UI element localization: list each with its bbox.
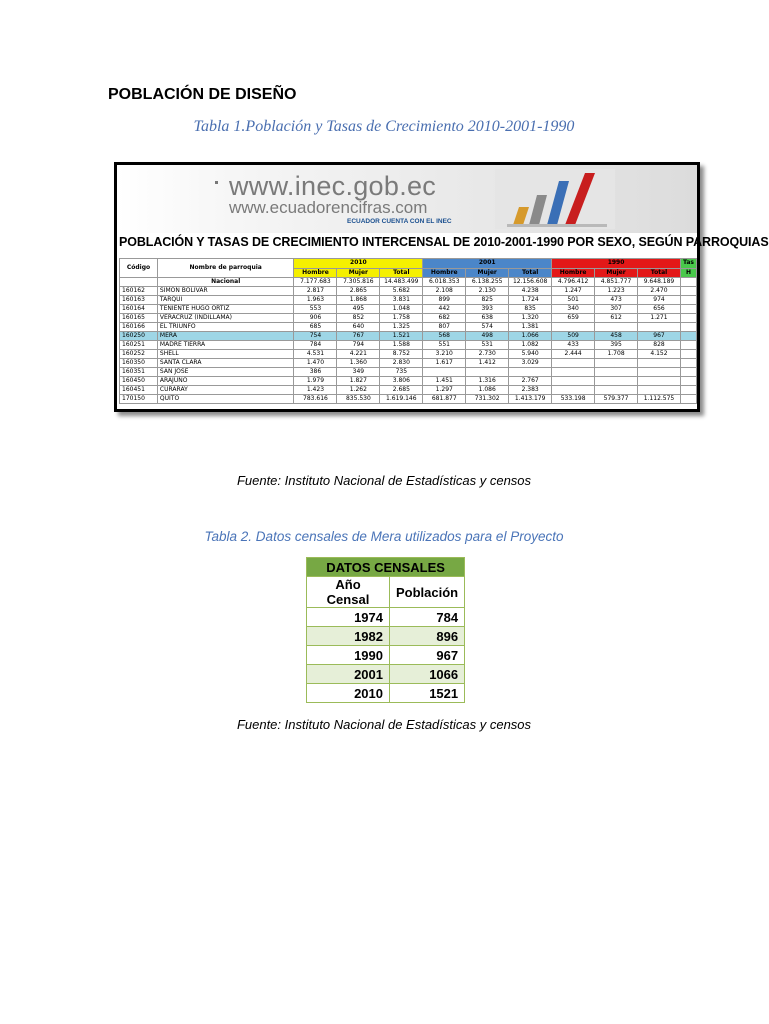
header-nombre: Nombre de parroquia — [157, 259, 294, 278]
cell: 386 — [294, 368, 337, 377]
cell: 1.223 — [595, 287, 638, 296]
census-row — [120, 350, 697, 359]
cell: 1.082 — [509, 341, 552, 350]
cell: 442 — [423, 305, 466, 314]
cell — [680, 350, 696, 359]
header-mujer: Mujer — [595, 268, 638, 278]
cell — [120, 278, 158, 287]
cell — [595, 359, 638, 368]
cell — [466, 368, 509, 377]
census-population: 967 — [390, 646, 465, 665]
header-year-1990: 1990 — [552, 259, 681, 269]
cell: 825 — [466, 296, 509, 305]
cell: 656 — [638, 305, 681, 314]
cell: 1.316 — [466, 377, 509, 386]
cell: 1.262 — [337, 386, 380, 395]
header-mujer: Mujer — [337, 268, 380, 278]
census-screenshot — [114, 162, 769, 412]
cell — [680, 314, 696, 323]
cell — [680, 296, 696, 305]
cell — [552, 323, 595, 332]
cell: 395 — [595, 341, 638, 350]
header-hombre: Hombre — [552, 268, 595, 278]
cell: 783.616 — [294, 395, 337, 404]
cell — [638, 368, 681, 377]
cell — [680, 287, 696, 296]
cell: 2.865 — [337, 287, 380, 296]
cell: 1.381 — [509, 323, 552, 332]
banner-dot — [215, 181, 218, 184]
cell — [638, 377, 681, 386]
census-row — [120, 332, 697, 341]
parish-code: 160165 — [120, 314, 158, 323]
cell: 509 — [552, 332, 595, 341]
banner-tagline: ECUADOR CUENTA CON EL INEC — [347, 218, 452, 225]
header-total: Total — [380, 268, 423, 278]
cell: 501 — [552, 296, 595, 305]
cell: 967 — [638, 332, 681, 341]
parish-name: TENIENTE HUGO ORTIZ — [157, 305, 294, 314]
cell: 495 — [337, 305, 380, 314]
cell: 640 — [337, 323, 380, 332]
cell: 1.360 — [337, 359, 380, 368]
census-year: 1974 — [307, 608, 390, 627]
datos-censales-title-row — [307, 558, 465, 577]
parish-code: 160350 — [120, 359, 158, 368]
cell: 899 — [423, 296, 466, 305]
datos-censales-rows — [307, 608, 465, 703]
cell: 835 — [509, 305, 552, 314]
cell — [680, 386, 696, 395]
cell — [638, 386, 681, 395]
cell: 754 — [294, 332, 337, 341]
table2-caption: Tabla 2. Datos censales de Mera utilizados para el Proyecto — [204, 529, 564, 544]
cell: 2.830 — [380, 359, 423, 368]
cell: 659 — [552, 314, 595, 323]
bar-chart-logo-icon — [495, 169, 615, 229]
parish-code: 160451 — [120, 386, 158, 395]
parish-code: 170150 — [120, 395, 158, 404]
banner-url-ecuadorencifras: www.ecuadorencifras.com — [229, 198, 428, 217]
cell: 3.806 — [380, 377, 423, 386]
source-note-2: Fuente: Instituto Nacional de Estadísticas y censos — [236, 717, 532, 732]
parish-name: MADRE TIERRA — [157, 341, 294, 350]
cell: 731.302 — [466, 395, 509, 404]
cell: 6.018.353 — [423, 278, 466, 287]
census-header-years — [120, 259, 697, 269]
table1-caption: Tabla 1.Población y Tasas de Crecimiento 2010-2001-1990 — [193, 118, 575, 135]
parish-code: 160251 — [120, 341, 158, 350]
parish-code: 160252 — [120, 350, 158, 359]
header-total: Total — [509, 268, 552, 278]
cell: 1.247 — [552, 287, 595, 296]
cell: 685 — [294, 323, 337, 332]
cell: 1.066 — [509, 332, 552, 341]
cell: 1.708 — [595, 350, 638, 359]
cell: 4.238 — [509, 287, 552, 296]
cell: 473 — [595, 296, 638, 305]
cell: 1.451 — [423, 377, 466, 386]
cell: 531 — [466, 341, 509, 350]
datos-censales-header-row — [307, 577, 465, 608]
parish-code: 160164 — [120, 305, 158, 314]
cell: 5.682 — [380, 287, 423, 296]
cell: 1.470 — [294, 359, 337, 368]
cell: 1.619.146 — [380, 395, 423, 404]
cell: 9.648.189 — [638, 278, 681, 287]
census-table — [119, 258, 697, 404]
cell: 2.383 — [509, 386, 552, 395]
census-row — [120, 368, 697, 377]
cell — [552, 359, 595, 368]
cell — [680, 278, 696, 287]
census-row — [120, 395, 697, 404]
header-total: Total — [638, 268, 681, 278]
cell: 433 — [552, 341, 595, 350]
header-tasa: Tas — [680, 259, 696, 269]
cell — [638, 359, 681, 368]
cell: 1.979 — [294, 377, 337, 386]
cell: 807 — [423, 323, 466, 332]
col-pop-header: Población — [390, 577, 465, 608]
cell: 1.423 — [294, 386, 337, 395]
census-title: POBLACIÓN Y TASAS DE CRECIMIENTO INTERCENSAL DE 2010-2001-1990 POR SEXO, SEGÚN PARROQUIAS — [119, 235, 769, 249]
census-year: 1982 — [307, 627, 390, 646]
census-population: 1066 — [390, 665, 465, 684]
parish-code: 160250 — [120, 332, 158, 341]
header-year-2010: 2010 — [294, 259, 423, 269]
header-hombre: Hombre — [294, 268, 337, 278]
cell: 1.048 — [380, 305, 423, 314]
census-row — [120, 359, 697, 368]
cell: 1.413.179 — [509, 395, 552, 404]
header-hombre: Hombre — [423, 268, 466, 278]
cell: 4.531 — [294, 350, 337, 359]
census-population: 1521 — [390, 684, 465, 703]
cell: 1.521 — [380, 332, 423, 341]
cell: 3.831 — [380, 296, 423, 305]
census-year: 1990 — [307, 646, 390, 665]
national-row — [120, 278, 697, 287]
cell: 1.868 — [337, 296, 380, 305]
cell: 794 — [337, 341, 380, 350]
cell — [595, 323, 638, 332]
cell: 1.325 — [380, 323, 423, 332]
cell — [680, 359, 696, 368]
cell: 551 — [423, 341, 466, 350]
cell — [423, 368, 466, 377]
census-population: 896 — [390, 627, 465, 646]
census-row — [120, 287, 697, 296]
datos-censales-table — [306, 557, 465, 703]
cell: 1.412 — [466, 359, 509, 368]
census-population: 784 — [390, 608, 465, 627]
parish-name: QUITO — [157, 395, 294, 404]
cell: 784 — [294, 341, 337, 350]
cell — [552, 368, 595, 377]
census-row — [120, 314, 697, 323]
cell: 1.112.575 — [638, 395, 681, 404]
parish-name: SHELL — [157, 350, 294, 359]
cell — [680, 332, 696, 341]
source-note-1: Fuente: Instituto Nacional de Estadísticas y censos — [236, 473, 532, 488]
cell: 835.530 — [337, 395, 380, 404]
cell — [638, 323, 681, 332]
parish-name: VERACRUZ (INDILLAMA) — [157, 314, 294, 323]
parish-code: 160163 — [120, 296, 158, 305]
cell: 340 — [552, 305, 595, 314]
cell — [680, 305, 696, 314]
cell — [680, 341, 696, 350]
cell: 852 — [337, 314, 380, 323]
census-row — [120, 305, 697, 314]
parish-name: ARAJUNO — [157, 377, 294, 386]
census-year-row — [307, 627, 465, 646]
cell — [595, 377, 638, 386]
cell — [680, 377, 696, 386]
parish-name: SANTA CLARA — [157, 359, 294, 368]
parish-name: CURARAY — [157, 386, 294, 395]
parish-name: SAN JOSE — [157, 368, 294, 377]
datos-censales-title: DATOS CENSALES — [307, 558, 465, 577]
cell: 8.752 — [380, 350, 423, 359]
cell: 4.152 — [638, 350, 681, 359]
cell: 1.724 — [509, 296, 552, 305]
parish-code: 160162 — [120, 287, 158, 296]
cell: 974 — [638, 296, 681, 305]
cell: 4.221 — [337, 350, 380, 359]
cell: 2.444 — [552, 350, 595, 359]
census-year: 2001 — [307, 665, 390, 684]
cell: 6.138.255 — [466, 278, 509, 287]
cell: 1.758 — [380, 314, 423, 323]
cell: 682 — [423, 314, 466, 323]
page-heading: POBLACIÓN DE DISEÑO — [108, 86, 297, 103]
cell: 2.767 — [509, 377, 552, 386]
census-year-row — [307, 665, 465, 684]
cell — [552, 386, 595, 395]
cell: 568 — [423, 332, 466, 341]
census-year-row — [307, 646, 465, 665]
cell: 1.588 — [380, 341, 423, 350]
cell — [680, 323, 696, 332]
census-year-row — [307, 684, 465, 703]
cell — [595, 386, 638, 395]
parish-name: TARQUI — [157, 296, 294, 305]
cell: 2.730 — [466, 350, 509, 359]
cell: 498 — [466, 332, 509, 341]
cell: 579.377 — [595, 395, 638, 404]
cell: 12.156.608 — [509, 278, 552, 287]
cell: 906 — [294, 314, 337, 323]
parish-code: 160166 — [120, 323, 158, 332]
census-rows — [120, 287, 697, 404]
cell: 1.086 — [466, 386, 509, 395]
cell: 458 — [595, 332, 638, 341]
cell: 307 — [595, 305, 638, 314]
cell: 1.617 — [423, 359, 466, 368]
header-h: H — [680, 268, 696, 278]
cell: 574 — [466, 323, 509, 332]
cell: 767 — [337, 332, 380, 341]
census-row — [120, 386, 697, 395]
cell: 393 — [466, 305, 509, 314]
col-year-header: Año Censal — [307, 577, 390, 608]
cell — [509, 368, 552, 377]
national-label: Nacional — [157, 278, 294, 287]
cell — [552, 377, 595, 386]
cell: 2.817 — [294, 287, 337, 296]
cell: 3.029 — [509, 359, 552, 368]
cell: 681.877 — [423, 395, 466, 404]
cell: 2.130 — [466, 287, 509, 296]
cell — [680, 368, 696, 377]
census-year: 2010 — [307, 684, 390, 703]
cell: 7.177.683 — [294, 278, 337, 287]
parish-name: SIMON BOLIVAR — [157, 287, 294, 296]
cell: 533.198 — [552, 395, 595, 404]
census-row — [120, 377, 697, 386]
header-mujer: Mujer — [466, 268, 509, 278]
cell: 2.470 — [638, 287, 681, 296]
cell: 14.483.499 — [380, 278, 423, 287]
cell: 4.851.777 — [595, 278, 638, 287]
inec-banner — [117, 165, 697, 233]
census-row — [120, 296, 697, 305]
header-codigo: Código — [120, 259, 158, 278]
cell: 828 — [638, 341, 681, 350]
census-year-row — [307, 608, 465, 627]
cell — [680, 395, 696, 404]
cell: 1.963 — [294, 296, 337, 305]
census-row — [120, 341, 697, 350]
cell: 638 — [466, 314, 509, 323]
cell: 349 — [337, 368, 380, 377]
cell: 1.271 — [638, 314, 681, 323]
cell: 4.796.412 — [552, 278, 595, 287]
cell: 2.108 — [423, 287, 466, 296]
cell: 1.827 — [337, 377, 380, 386]
cell: 7.305.816 — [337, 278, 380, 287]
cell: 3.210 — [423, 350, 466, 359]
census-row — [120, 323, 697, 332]
header-year-2001: 2001 — [423, 259, 552, 269]
cell: 612 — [595, 314, 638, 323]
cell — [595, 368, 638, 377]
parish-name: MERA — [157, 332, 294, 341]
cell: 5.940 — [509, 350, 552, 359]
parish-code: 160351 — [120, 368, 158, 377]
parish-name: EL TRIUNFO — [157, 323, 294, 332]
cell: 735 — [380, 368, 423, 377]
cell: 553 — [294, 305, 337, 314]
cell: 2.685 — [380, 386, 423, 395]
cell: 1.320 — [509, 314, 552, 323]
parish-code: 160450 — [120, 377, 158, 386]
banner-url-inec: www.inec.gob.ec — [229, 171, 437, 201]
cell: 1.297 — [423, 386, 466, 395]
